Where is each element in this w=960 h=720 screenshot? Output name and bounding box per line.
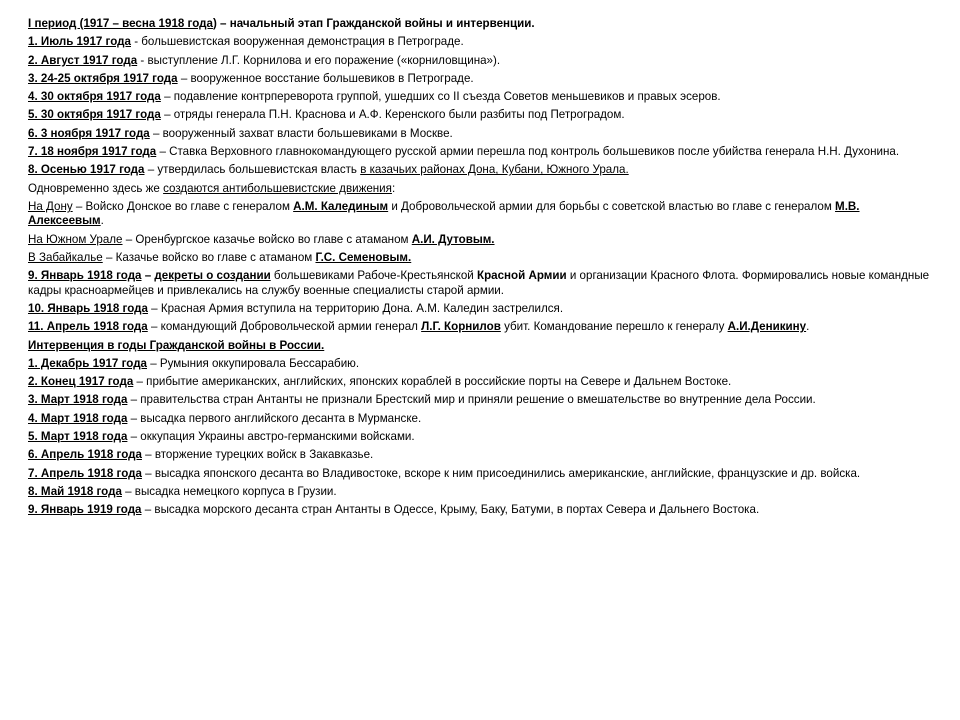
text-run: – вторжение турецких войск в Закавказье.: [141, 448, 374, 462]
timeline-entry: [28, 200, 938, 229]
text-run: – отряды генерала П.Н. Краснова и А.Ф. Керенского были разбиты под Петроградом.: [160, 108, 625, 122]
timeline-entry: [28, 35, 938, 49]
timeline-entry: [28, 357, 938, 371]
timeline-entry: [28, 393, 938, 407]
timeline-entry: [28, 375, 938, 389]
text-run: – высадка японского десанта во Владивостоке, вскоре к ним присоединились американские, английские, французские и др. войска.: [141, 466, 861, 480]
date-label: Г.С. Семеновым.: [315, 250, 412, 264]
text-run: - выступление Л.Г. Корнилова и его поражение («корниловщина»).: [137, 53, 501, 67]
text-run: и организации Красного Флота. Формировались новые командные кадры красноармейцев и привлекались на службу военные специалисты старой армии.: [28, 269, 930, 297]
date-label: 8. Май 1918 года: [28, 484, 122, 498]
underlined-text: в казачьих районах Дона, Кубани, Южного Урала.: [360, 163, 629, 177]
text-run: – высадка морского десанта стран Антанты в Одессе, Крыму, Баку, Батуми, в портах Севера и Дальнего Востока.: [141, 503, 760, 517]
timeline-entry: [28, 467, 938, 481]
timeline-entry: [28, 503, 938, 517]
date-label: А.И. Дутовым.: [411, 232, 495, 246]
timeline-entry: [28, 251, 938, 265]
date-label: 4. 30 октября 1917 года: [28, 90, 161, 104]
text-run: – Красная Армия вступила на территорию Дона. А.М. Каледин застрелился.: [147, 301, 564, 315]
text-run: :: [391, 181, 396, 195]
text-run: – оккупация Украины австро-германскими войсками.: [127, 430, 415, 444]
date-label: 2. Конец 1917 года: [28, 375, 134, 389]
date-label: Интервенция в годы Гражданской войны в России.: [28, 338, 325, 352]
date-label: Л.Г. Корнилов: [421, 320, 501, 334]
date-label: А.М. Калединым: [293, 199, 389, 213]
text-run: большевиками Рабоче-Крестьянской: [270, 269, 477, 283]
text-run: и Добровольческой армии для борьбы с советской властью во главе с генералом: [388, 199, 836, 213]
text-run: .: [100, 214, 104, 228]
timeline-entry: [28, 320, 938, 334]
date-label: I период (1917 – весна 1918 года: [28, 17, 213, 30]
timeline-entry: [28, 54, 938, 68]
text-run: – командующий Добровольческой армии генерал: [147, 320, 422, 334]
timeline-entry: [28, 145, 938, 159]
text-run: – утвердилась большевистская власть: [144, 163, 361, 177]
section-heading-intervention: [28, 339, 938, 353]
text-run: - большевистская вооруженная демонстрация в Петрограде.: [130, 35, 464, 49]
date-label: 9. Январь 1918 года: [28, 269, 142, 283]
timeline-entry: [28, 90, 938, 104]
timeline-entry: [28, 269, 938, 298]
date-label: М.В. Алексеевым: [28, 199, 860, 228]
text-run: – правительства стран Антанты не признали Брестский мир и приняли решение о вмешательстве во внутренние дела России.: [127, 393, 816, 407]
date-label: 6. Апрель 1918 года: [28, 448, 142, 462]
date-label: 7. 18 ноября 1917 года: [28, 145, 157, 159]
text-run: убит. Командование перешло к генералу: [500, 320, 728, 334]
date-label: 5. 30 октября 1917 года: [28, 108, 161, 122]
date-label: 7. Апрель 1918 года: [28, 466, 142, 480]
underlined-text: В Забайкалье: [28, 250, 103, 264]
text-run: – высадка первого английского десанта в Мурманске.: [127, 411, 422, 425]
text-run: – Войско Донское во главе с генералом: [72, 199, 294, 213]
text-run: – Казачье войско во главе с атаманом: [102, 250, 316, 264]
text-run: ) – начальный этап Гражданской войны и интервенции.: [212, 17, 535, 30]
date-label: 2. Август 1917 года: [28, 53, 138, 67]
timeline-entry: [28, 302, 938, 316]
date-label: 5. Март 1918 года: [28, 430, 128, 444]
date-label: 9. Январь 1919 года: [28, 503, 142, 517]
text-run: Красной Армии: [477, 269, 567, 283]
date-label: 3. Март 1918 года: [28, 393, 128, 407]
text-run: – Румыния оккупировала Бессарабию.: [147, 356, 360, 370]
date-label: 10. Январь 1918 года: [28, 301, 148, 315]
date-label: 3. 24-25 октября 1917 года: [28, 71, 178, 85]
text-run: – Ставка Верховного главнокомандующего русской армии перешла под контроль большевиков после убийства генерала Н.Н. Духонина.: [156, 145, 900, 159]
timeline-entry: [28, 72, 938, 86]
document-body: [28, 17, 938, 522]
timeline-entry: [28, 182, 938, 196]
timeline-entry: [28, 163, 938, 177]
date-label: А.И.Деникину: [727, 320, 807, 334]
text-run: – подавление контрпереворота группой, ушедших со II съезда Советов меньшевиков и правых эсеров.: [160, 90, 721, 104]
date-label: 1. Июль 1917 года: [28, 35, 131, 49]
text-run: – Оренбургское казачье войско во главе с атаманом: [122, 232, 412, 246]
date-label: 11. Апрель 1918 года: [28, 320, 148, 334]
timeline-entry: [28, 127, 938, 141]
timeline-entry: [28, 108, 938, 122]
underlined-text: На Южном Урале: [28, 232, 123, 246]
timeline-entry: [28, 448, 938, 462]
text-run: .: [806, 320, 810, 334]
text-run: –: [141, 269, 155, 283]
date-label: декреты о создании: [154, 269, 271, 283]
date-label: 1. Декабрь 1917 года: [28, 356, 148, 370]
period-heading: [28, 17, 938, 31]
text-run: – прибытие американских, английских, японских кораблей в российские порты на Севере и Дальнем Востоке.: [133, 375, 732, 389]
date-label: 6. 3 ноября 1917 года: [28, 126, 150, 140]
text-run: – вооруженное восстание большевиков в Петрограде.: [177, 71, 474, 85]
text-run: – вооруженный захват власти большевиками в Москве.: [149, 126, 453, 140]
underlined-text: создаются антибольшевистские движения: [163, 181, 392, 195]
timeline-entry: [28, 430, 938, 444]
date-label: 4. Март 1918 года: [28, 411, 128, 425]
timeline-entry: [28, 485, 938, 499]
timeline-entry: [28, 412, 938, 426]
text-run: – высадка немецкого корпуса в Грузии.: [121, 484, 337, 498]
timeline-entry: [28, 233, 938, 247]
text-run: Одновременно здесь же: [28, 181, 164, 195]
date-label: 8. Осенью 1917 года: [28, 163, 145, 177]
underlined-text: На Дону: [28, 199, 73, 213]
